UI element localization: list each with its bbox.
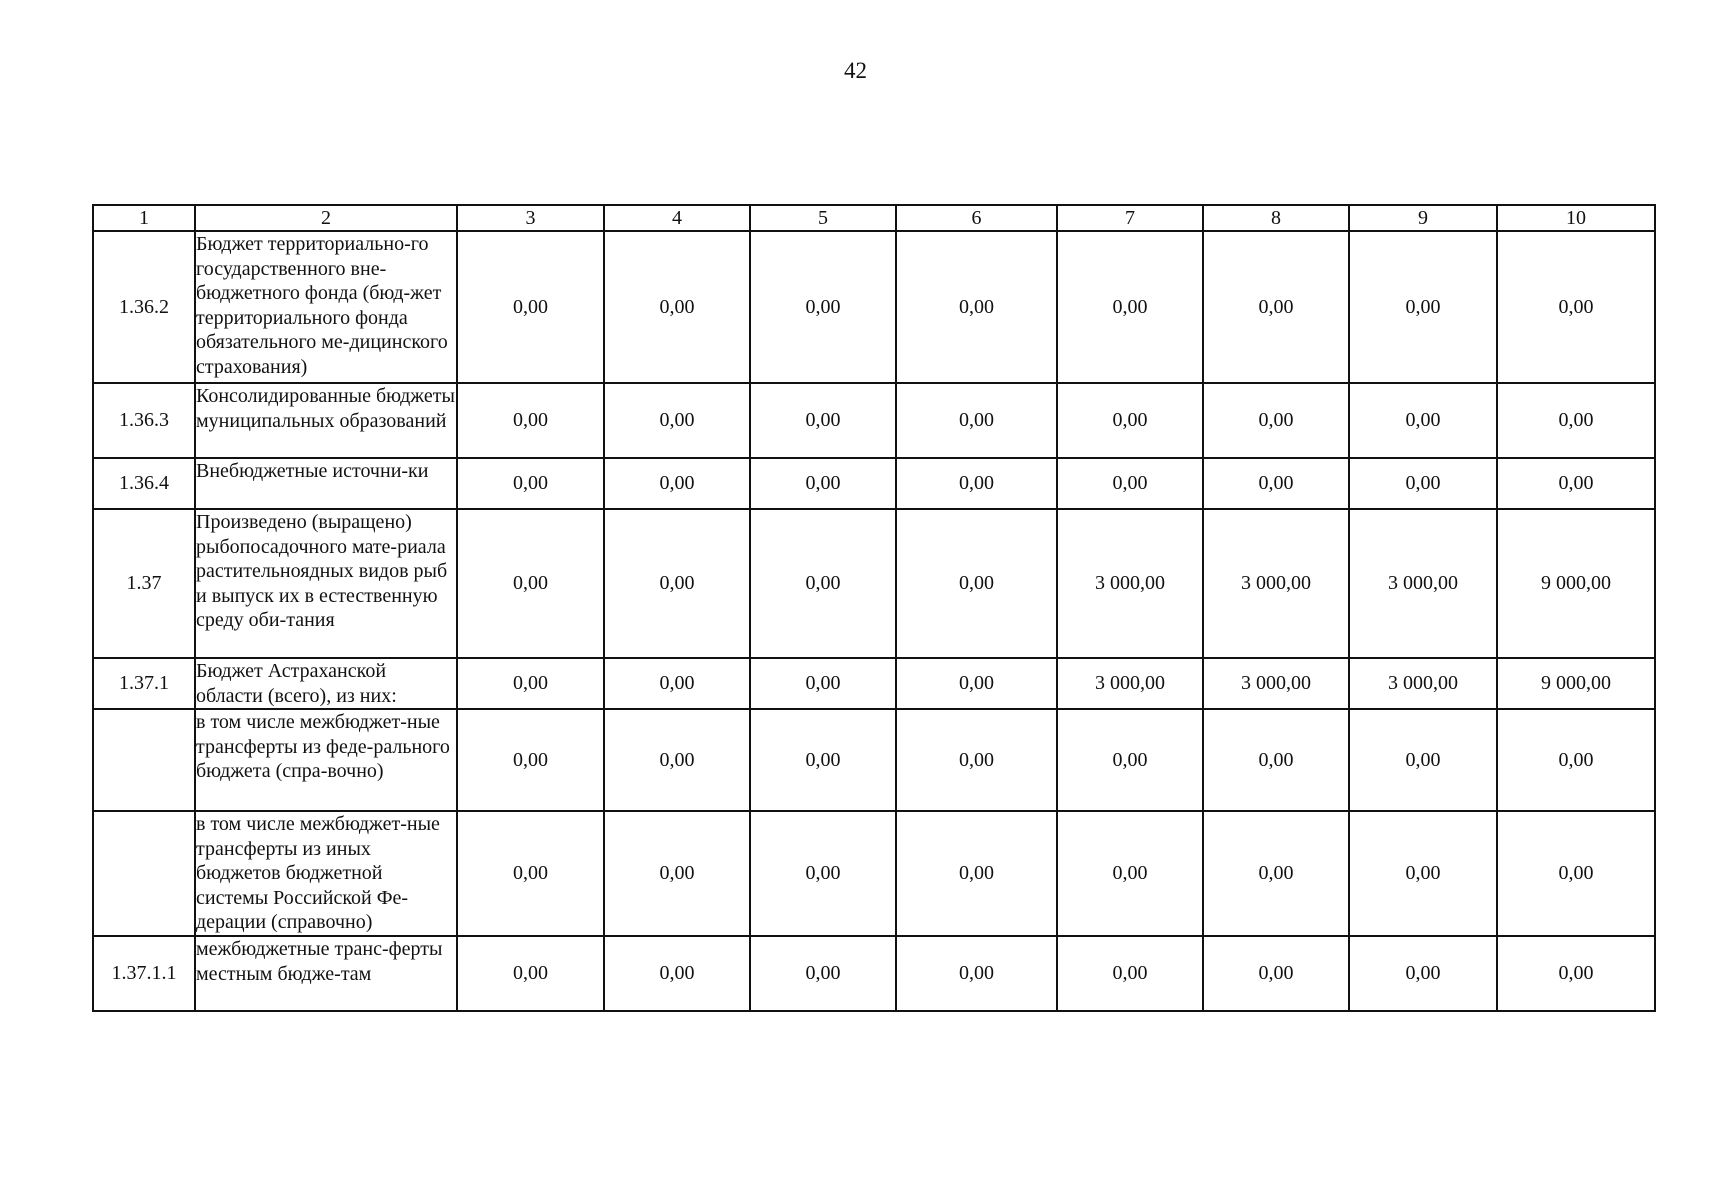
value-cell: 0,00 [1057, 936, 1203, 1011]
row-number: 1.37.1.1 [93, 936, 195, 1011]
column-header: 8 [1203, 205, 1349, 231]
table-row [93, 509, 1655, 658]
row-description: Внебюджетные источни-ки [195, 458, 457, 509]
value-cell: 0,00 [457, 509, 604, 658]
value-cell: 0,00 [1057, 383, 1203, 458]
column-header: 2 [195, 205, 457, 231]
value-cell: 0,00 [1349, 709, 1497, 811]
table-row [93, 383, 1655, 458]
value-cell: 0,00 [1203, 811, 1349, 936]
value-cell: 0,00 [604, 383, 750, 458]
table-row [93, 811, 1655, 936]
column-header: 3 [457, 205, 604, 231]
value-cell: 0,00 [1057, 458, 1203, 509]
row-number: 1.36.2 [93, 231, 195, 383]
value-cell: 0,00 [604, 658, 750, 709]
value-cell: 0,00 [604, 811, 750, 936]
value-cell: 0,00 [1203, 709, 1349, 811]
page-number: 42 [844, 58, 867, 83]
value-cell: 0,00 [750, 383, 896, 458]
value-cell: 3 000,00 [1057, 509, 1203, 658]
value-cell: 0,00 [1203, 383, 1349, 458]
table-row [93, 936, 1655, 1011]
value-cell: 0,00 [750, 509, 896, 658]
value-cell: 0,00 [1497, 231, 1655, 383]
value-cell: 0,00 [750, 709, 896, 811]
column-header: 4 [604, 205, 750, 231]
value-cell: 0,00 [457, 458, 604, 509]
table-row [93, 458, 1655, 509]
value-cell: 0,00 [1057, 231, 1203, 383]
table-row [93, 231, 1655, 383]
value-cell: 0,00 [457, 811, 604, 936]
row-number: 1.37.1 [93, 658, 195, 709]
value-cell: 0,00 [1203, 458, 1349, 509]
row-description: Бюджет территориально-го государственного вне-бюджетного фонда (бюд-жет территориального фонда обязательного ме-дицинского страхования) [195, 231, 457, 383]
value-cell: 0,00 [1349, 936, 1497, 1011]
value-cell: 0,00 [896, 509, 1057, 658]
value-cell: 0,00 [1203, 936, 1349, 1011]
column-header: 7 [1057, 205, 1203, 231]
column-header: 5 [750, 205, 896, 231]
value-cell: 0,00 [1497, 709, 1655, 811]
column-header: 10 [1497, 205, 1655, 231]
value-cell: 3 000,00 [1203, 509, 1349, 658]
row-number: 1.36.3 [93, 383, 195, 458]
value-cell: 0,00 [1203, 231, 1349, 383]
value-cell: 0,00 [1349, 231, 1497, 383]
row-description: Консолидированные бюджеты муниципальных образований [195, 383, 457, 458]
column-header: 9 [1349, 205, 1497, 231]
row-number: 1.36.4 [93, 458, 195, 509]
value-cell: 0,00 [750, 936, 896, 1011]
value-cell: 0,00 [896, 658, 1057, 709]
row-description: Произведено (выращено) рыбопосадочного мате-риала растительноядных видов рыб и выпуск их в естественную среду оби-тания [195, 509, 457, 658]
value-cell: 9 000,00 [1497, 658, 1655, 709]
value-cell: 0,00 [457, 709, 604, 811]
row-description: Бюджет Астраханской области (всего), из них: [195, 658, 457, 709]
value-cell: 0,00 [457, 658, 604, 709]
table-row [93, 709, 1655, 811]
value-cell: 0,00 [896, 936, 1057, 1011]
row-description: в том числе межбюджет-ные трансферты из иных бюджетов бюджетной системы Российской Фе-дерации (справочно) [195, 811, 457, 936]
value-cell: 3 000,00 [1203, 658, 1349, 709]
value-cell: 0,00 [1497, 936, 1655, 1011]
value-cell: 0,00 [604, 936, 750, 1011]
value-cell: 0,00 [1057, 709, 1203, 811]
value-cell: 0,00 [896, 231, 1057, 383]
row-number [93, 811, 195, 936]
value-cell: 0,00 [1057, 811, 1203, 936]
value-cell: 0,00 [457, 936, 604, 1011]
header-row [93, 205, 1655, 231]
value-cell: 0,00 [604, 458, 750, 509]
value-cell: 3 000,00 [1057, 658, 1203, 709]
column-header: 1 [93, 205, 195, 231]
value-cell: 0,00 [604, 231, 750, 383]
budget-table [92, 204, 1656, 1012]
row-number [93, 709, 195, 811]
value-cell: 0,00 [750, 658, 896, 709]
value-cell: 9 000,00 [1497, 509, 1655, 658]
row-number: 1.37 [93, 509, 195, 658]
value-cell: 0,00 [1497, 811, 1655, 936]
value-cell: 0,00 [750, 231, 896, 383]
value-cell: 0,00 [604, 509, 750, 658]
row-description: межбюджетные транс-ферты местным бюдже-там [195, 936, 457, 1011]
table-row [93, 658, 1655, 709]
value-cell: 0,00 [896, 383, 1057, 458]
value-cell: 0,00 [1349, 811, 1497, 936]
value-cell: 0,00 [750, 458, 896, 509]
value-cell: 3 000,00 [1349, 658, 1497, 709]
value-cell: 0,00 [1349, 458, 1497, 509]
value-cell: 0,00 [457, 383, 604, 458]
value-cell: 0,00 [896, 811, 1057, 936]
value-cell: 0,00 [896, 709, 1057, 811]
value-cell: 0,00 [896, 458, 1057, 509]
value-cell: 0,00 [1349, 383, 1497, 458]
value-cell: 0,00 [750, 811, 896, 936]
column-header: 6 [896, 205, 1057, 231]
value-cell: 0,00 [1497, 458, 1655, 509]
value-cell: 0,00 [1497, 383, 1655, 458]
value-cell: 3 000,00 [1349, 509, 1497, 658]
value-cell: 0,00 [457, 231, 604, 383]
value-cell: 0,00 [604, 709, 750, 811]
row-description: в том числе межбюджет-ные трансферты из феде-рального бюджета (спра-вочно) [195, 709, 457, 811]
